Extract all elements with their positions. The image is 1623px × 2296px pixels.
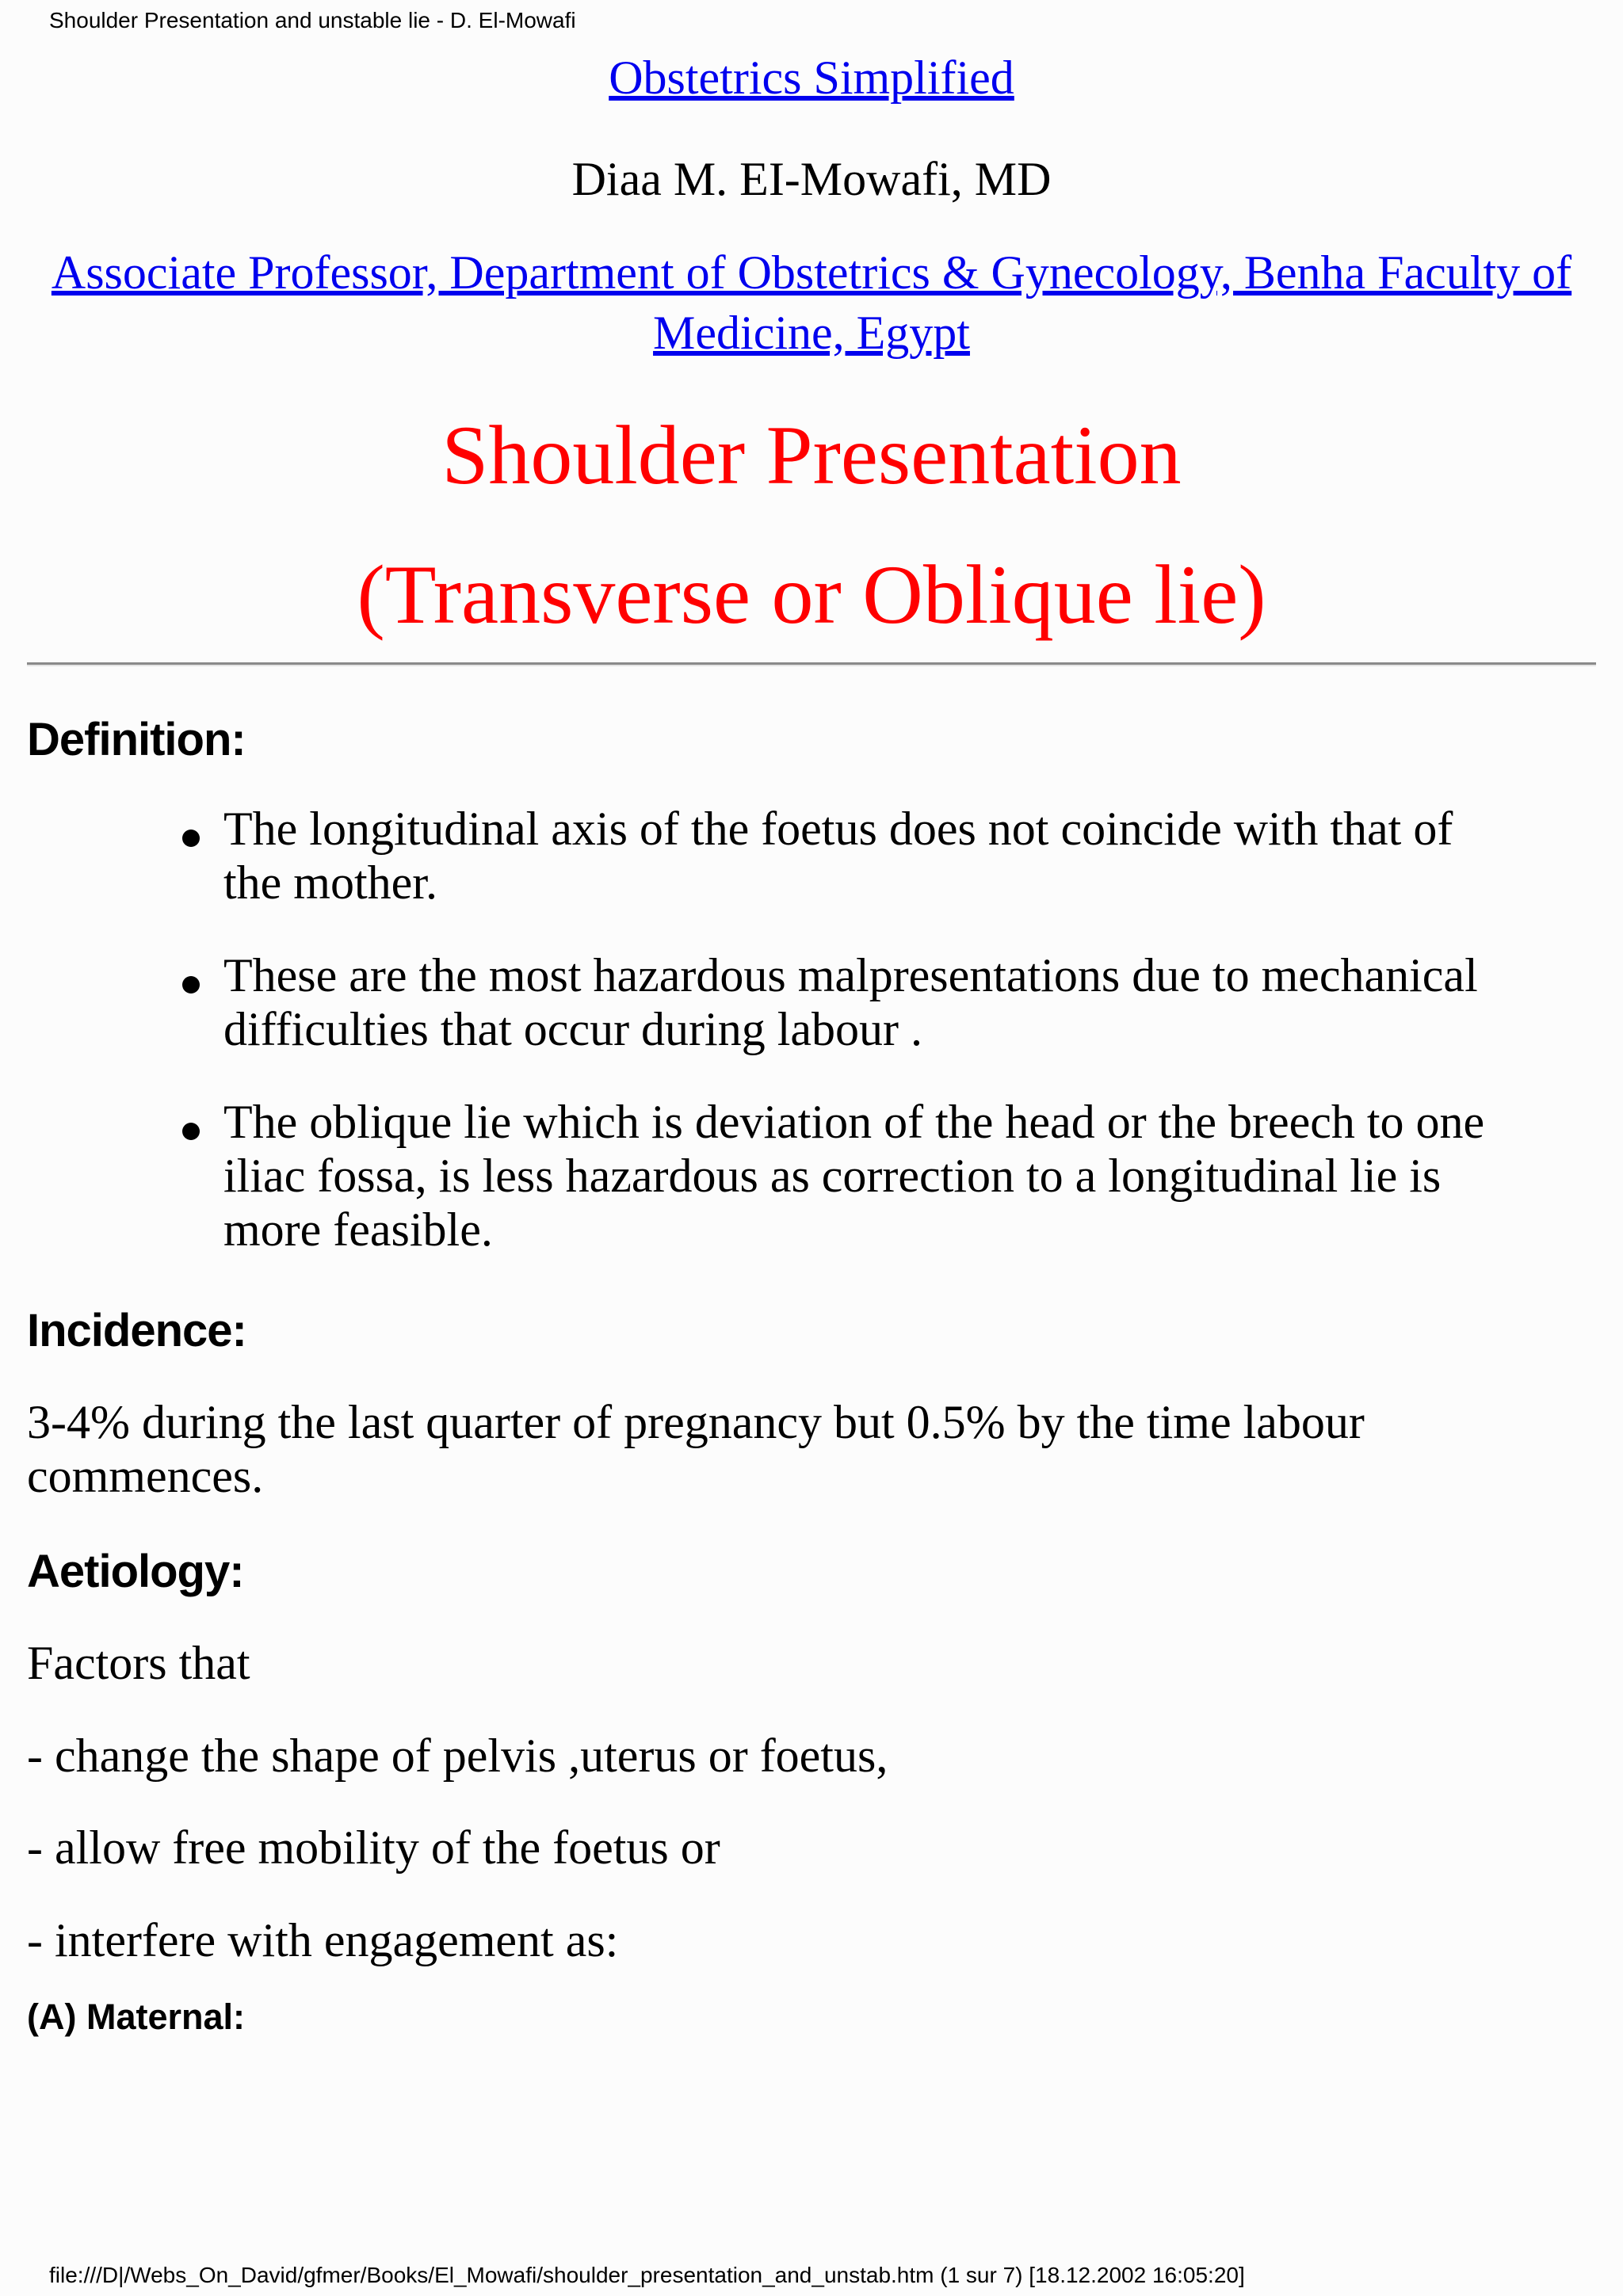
list-item-text: The oblique lie which is deviation of the head or the breech to one iliac fossa, is less hazardous as correction to a longitudinal lie is more feasible. <box>223 1096 1485 1256</box>
aetiology-intro: Factors that <box>27 1637 250 1689</box>
affiliation-container <box>32 242 1591 363</box>
list-item <box>182 802 1514 910</box>
definition-heading: Definition: <box>27 714 246 765</box>
print-footer: file:///D|/Webs_On_David/gfmer/Books/El_Mowafi/shoulder_presentation_and_unstab.htm (1 sur 7) [18.12.2002 16:05:20] <box>49 2263 1245 2287</box>
incidence-heading: Incidence: <box>27 1305 246 1356</box>
affiliation-link[interactable]: Associate Professor, Department of Obstetrics & Gynecology, Benha Faculty of Medicine, Egypt <box>51 246 1572 359</box>
list-item <box>182 1095 1514 1257</box>
aetiology-item: - interfere with engagement as: <box>27 1914 619 1966</box>
list-item-text: These are the most hazardous malpresentations due to mechanical difficulties that occur during labour . <box>223 949 1478 1055</box>
print-header: Shoulder Presentation and unstable lie - D. El-Mowafi <box>49 8 576 32</box>
horizontal-rule <box>27 662 1596 666</box>
incidence-text: 3-4% during the last quarter of pregnancy but 0.5% by the time labour commences. <box>27 1396 1365 1502</box>
author-name: Diaa M. EI-Mowafi, MD <box>571 153 1052 205</box>
page-title: Shoulder Presentation <box>441 409 1182 502</box>
list-item <box>182 948 1514 1056</box>
maternal-subheading: (A) Maternal: <box>27 1997 246 2037</box>
page-subtitle: (Transverse or Oblique lie) <box>357 548 1266 641</box>
obstetrics-simplified-link[interactable]: Obstetrics Simplified <box>609 51 1014 104</box>
bullet-icon <box>182 1123 200 1140</box>
aetiology-heading: Aetiology: <box>27 1546 244 1597</box>
bullet-icon <box>182 976 200 994</box>
list-item-text: The longitudinal axis of the foetus does not coincide with that of the mother. <box>223 803 1453 909</box>
site-link-container <box>0 51 1623 105</box>
aetiology-item: - allow free mobility of the foetus or <box>27 1821 720 1874</box>
definition-list <box>182 802 1514 1295</box>
bullet-icon <box>182 830 200 847</box>
aetiology-item: - change the shape of pelvis ,uterus or foetus, <box>27 1730 888 1782</box>
